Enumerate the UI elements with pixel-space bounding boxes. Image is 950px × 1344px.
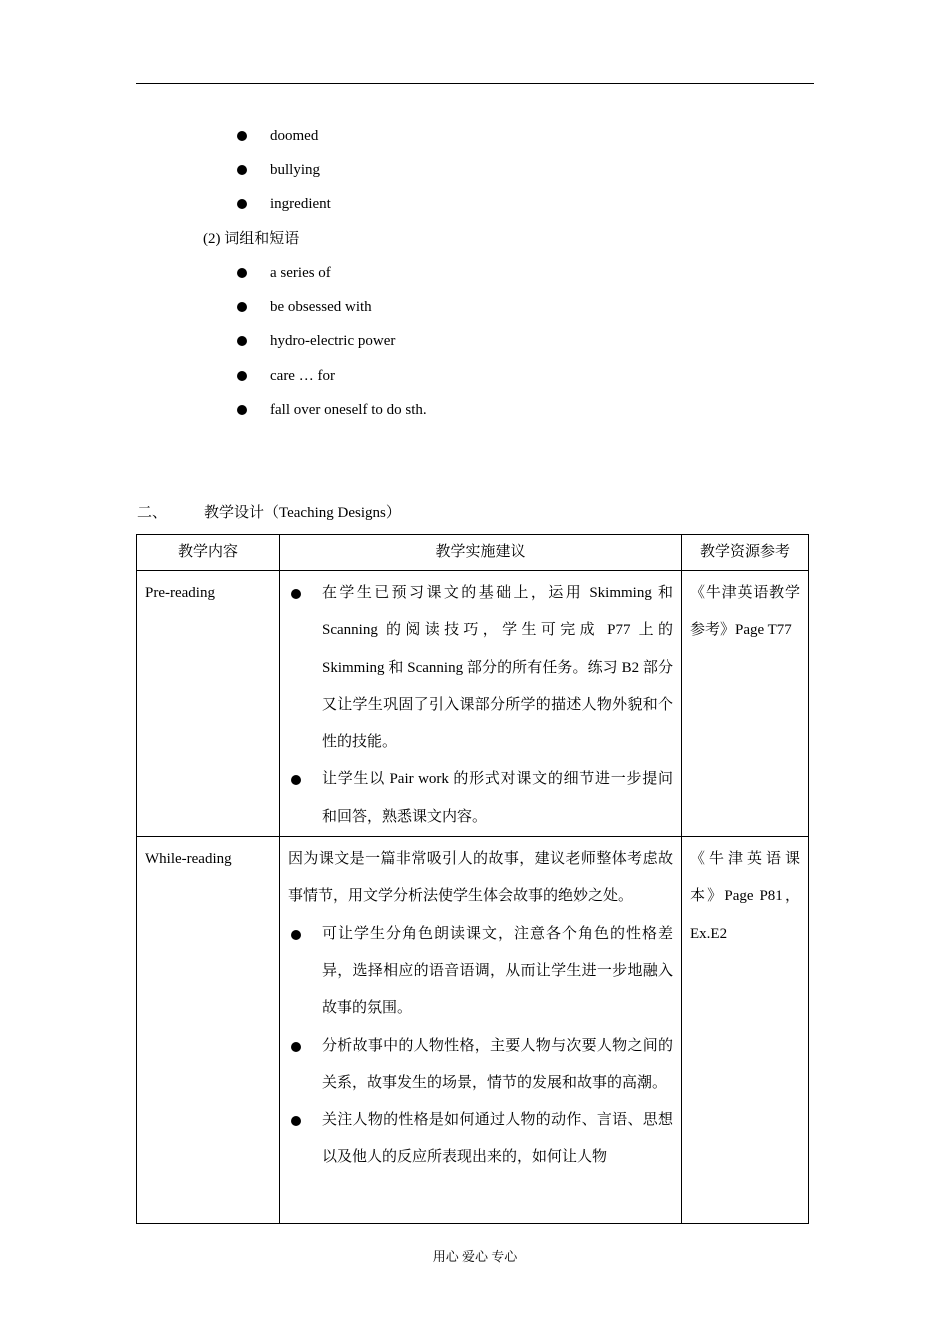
- resource-cell: [682, 837, 809, 1224]
- bullet-icon: [237, 268, 247, 278]
- bullet-icon: [291, 1116, 301, 1126]
- column-header: 教学资源参考: [682, 535, 809, 571]
- content-cell: [137, 571, 280, 837]
- suggestion-text: 可让学生分角色朗读课文，注意各个角色的性格差异，选择相应的语音语调，从而让学生进一步地融入故事的氛围。: [322, 925, 673, 1017]
- suggestion-text: 让学生以 Pair work 的形式对课文的细节进一步提问和回答，熟悉课文内容。: [322, 771, 673, 825]
- list-item: [236, 187, 331, 221]
- bullet-icon: [237, 302, 247, 312]
- bullet-icon: [291, 775, 301, 785]
- list-item: [236, 119, 331, 153]
- teaching-design-table: [136, 534, 809, 1224]
- suggestion-cell: [280, 571, 682, 837]
- bullet-icon: [237, 199, 247, 209]
- suggestion-text: 在学生已预习课文的基础上，运用 Skimming 和 Scanning 的阅读技巧，学生可完成 P77 上的 Skimming 和 Scanning 部分的所有任务。练习 B2 部分又让学生巩固了引入课部分所学的描述人物外貌和个性的技能。: [322, 585, 673, 751]
- section-number: 二、: [137, 505, 168, 521]
- bullet-icon: [291, 1042, 301, 1052]
- column-header: 教学内容: [137, 535, 280, 571]
- column-header: 教学实施建议: [280, 535, 682, 571]
- suggestion-text: 关注人物的性格是如何通过人物的动作、言语、思想以及他人的反应所表现出来的，如何让人物: [322, 1112, 673, 1166]
- suggestion-text: 分析故事中的人物性格，主要人物与次要人物之间的关系，故事发生的场景，情节的发展和故事的高潮。: [322, 1037, 673, 1091]
- content-label: Pre-reading: [145, 585, 215, 601]
- list-item: [236, 290, 427, 324]
- bullet-icon: [291, 930, 301, 940]
- bullet-icon: [237, 336, 247, 346]
- vocabulary-word: ingredient: [270, 196, 331, 213]
- suggestion-cell: [280, 837, 682, 1224]
- phrase: hydro-electric power: [270, 333, 396, 350]
- suggestion-intro: 因为课文是一篇非常吸引人的故事，建议老师整体考虑故事情节，用文学分析法使学生体会故事的绝妙之处。: [288, 851, 673, 905]
- vocabulary-list: [236, 119, 331, 222]
- content-label: While-reading: [145, 851, 232, 868]
- phrase: a series of: [270, 265, 331, 281]
- phrase: care … for: [270, 367, 335, 384]
- bullet-icon: [237, 131, 247, 141]
- list-item: [236, 393, 427, 427]
- suggestion-item: [288, 1028, 673, 1103]
- header-rule: [136, 83, 814, 84]
- table-row: [137, 571, 809, 837]
- resource-text: 《牛津英语课本》Page P81，Ex.E2: [690, 851, 800, 942]
- resource-text: 《牛津英语教学参考》Page T77: [690, 585, 800, 639]
- phrase: be obsessed with: [270, 299, 372, 316]
- bullet-icon: [291, 589, 301, 599]
- suggestion-item: [288, 1102, 673, 1177]
- vocabulary-word: doomed: [270, 128, 319, 144]
- phrases-heading: (2) 词组和短语: [203, 231, 300, 247]
- list-item: [236, 256, 427, 290]
- suggestion-item: [288, 575, 673, 761]
- list-item: [236, 324, 427, 358]
- resource-cell: [682, 571, 809, 837]
- vocabulary-word: bullying: [270, 162, 321, 179]
- section-title: [137, 496, 401, 530]
- phrase: fall over oneself to do sth.: [270, 401, 427, 418]
- bullet-icon: [237, 371, 247, 381]
- page-footer: 用心 爱心 专心: [432, 1249, 518, 1264]
- bullet-icon: [237, 405, 247, 415]
- suggestion-item: [288, 916, 673, 1028]
- phrases-list: [236, 256, 427, 427]
- table-header-row: [137, 535, 809, 571]
- table-row: [137, 837, 809, 1224]
- content-cell: [137, 837, 280, 1224]
- list-item: [236, 153, 331, 187]
- suggestion-item: [288, 761, 673, 836]
- bullet-icon: [237, 165, 247, 175]
- section-title-text: 教学设计（Teaching Designs）: [204, 505, 401, 521]
- list-item: [236, 359, 427, 393]
